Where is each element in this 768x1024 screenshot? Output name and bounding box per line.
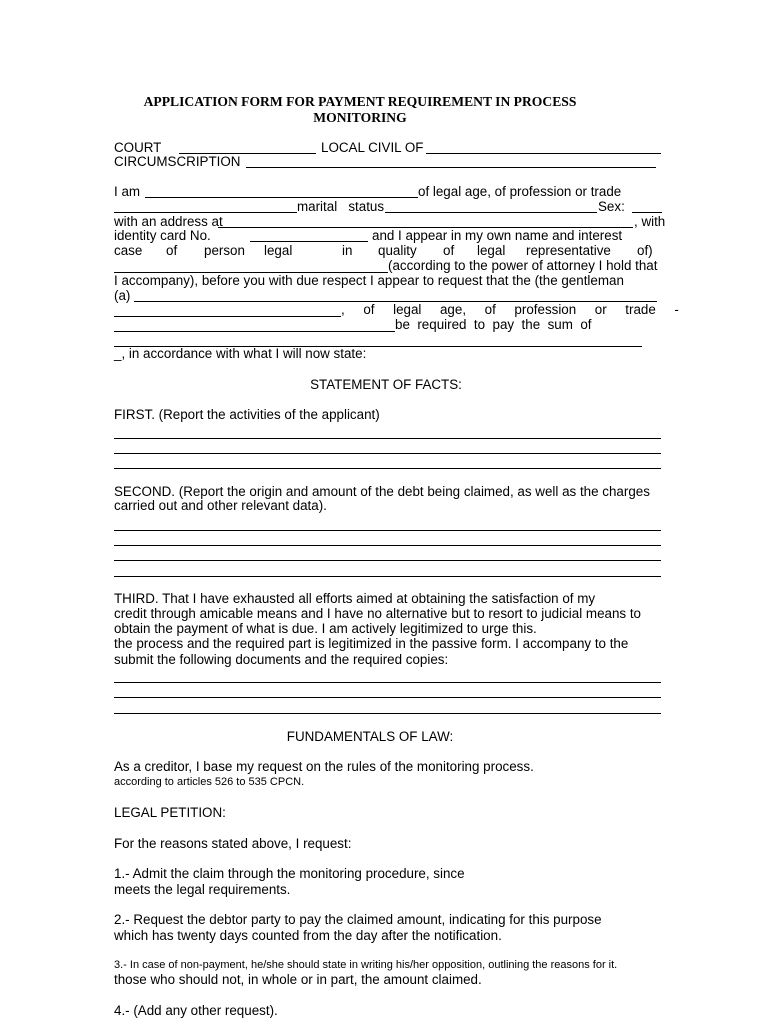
accompany-text: I accompany), before you with due respect I appear to request that the (the gentleman [114, 273, 624, 288]
second-line-2[interactable] [114, 545, 661, 546]
first-line-2[interactable] [114, 453, 661, 454]
debtor-field-2[interactable] [114, 316, 341, 317]
name-field[interactable] [145, 197, 418, 198]
petition-item3-b: those who should not, in whole or in part, the amount claimed. [114, 972, 482, 987]
form-title-line2: MONITORING [313, 110, 407, 125]
id-card-field[interactable] [250, 241, 368, 242]
debtor-profession-field[interactable] [114, 331, 395, 332]
legal-age-text: of legal age, of profession or trade [418, 184, 622, 199]
petition-intro: For the reasons stated above, I request: [114, 836, 352, 851]
third-text-3: obtain the payment of what is due. I am actively legitimized to urge this. [114, 621, 537, 636]
circumscription-label: CIRCUMSCRIPTION [114, 154, 241, 169]
third-text-4: the process and the required part is legitimized in the passive form. I accompany to the [114, 636, 629, 651]
appear-text: and I appear in my own name and interest [372, 228, 623, 243]
fundamentals-heading: FUNDAMENTALS OF LAW: [286, 729, 454, 744]
third-line-1[interactable] [114, 682, 661, 683]
profession-field[interactable] [114, 212, 297, 213]
quality-word: quality [378, 243, 417, 258]
first-line-1[interactable] [114, 438, 661, 439]
circumscription-field[interactable] [246, 167, 656, 168]
i-am-label: I am [114, 184, 141, 199]
petition-item2-a: 2.- Request the debtor party to pay the claimed amount, indicating for this purpose [114, 912, 602, 927]
required-pay-text: be required to pay the sum of [395, 317, 592, 332]
third-text-5: submit the following documents and the required copies: [114, 652, 449, 667]
third-line-3[interactable] [114, 713, 661, 714]
representative-word: representative [526, 243, 611, 258]
legal-petition-heading: LEGAL PETITION: [114, 805, 226, 820]
a-label: (a) [114, 288, 131, 303]
legal-word-2: legal [477, 243, 506, 258]
local-civil-label: LOCAL CIVIL OF [321, 140, 424, 155]
second-line-4[interactable] [114, 576, 661, 577]
law-text-2: according to articles 526 to 535 CPCN. [114, 776, 305, 788]
first-label: FIRST. (Report the activities of the applicant) [114, 407, 380, 422]
of-word-2: of [443, 243, 455, 258]
third-text-1: THIRD. That I have exhausted all efforts aimed at obtaining the satisfaction of my [114, 591, 596, 606]
third-line-2[interactable] [114, 697, 661, 698]
with-text: , with [634, 214, 666, 229]
statement-of-facts-heading: STATEMENT OF FACTS: [310, 377, 462, 392]
legal-age-text-2: , of legal age, of profession or trade - [341, 302, 679, 317]
petition-item1-b: meets the legal requirements. [114, 882, 291, 897]
sex-field[interactable] [632, 212, 662, 213]
legal-word: legal [264, 243, 293, 258]
second-line-1[interactable] [114, 530, 661, 531]
second-label-2: carried out and other relevant data). [114, 498, 327, 513]
power-of-attorney-text: (according to the power of attorney I hold that [388, 258, 658, 273]
petition-item3-a: 3.- In case of non-payment, he/she should state in writing his/her opposition, outlining the reasons for it. [114, 959, 618, 971]
petition-item1-a: 1.- Admit the claim through the monitoring procedure, since [114, 866, 465, 881]
petition-item2-b: which has twenty days counted from the day after the notification. [114, 928, 502, 943]
second-label-1: SECOND. (Report the origin and amount of the debt being claimed, as well as the charges [114, 484, 650, 499]
id-card-label: identity card No. [114, 228, 211, 243]
petition-item4: 4.- (Add any other request). [114, 1003, 278, 1018]
third-text-2: credit through amicable means and I have no alternative but to resort to judicial means to [114, 606, 641, 621]
of-word: of [166, 243, 178, 258]
of-paren-word: of) [637, 243, 653, 258]
marital-status-field[interactable] [385, 212, 597, 213]
in-word: in [342, 243, 353, 258]
person-word: person [204, 243, 245, 258]
form-title-line1: APPLICATION FORM FOR PAYMENT REQUIREMENT IN PROCESS [143, 94, 577, 109]
local-civil-field[interactable] [426, 153, 661, 154]
marital-status-label: marital status [297, 199, 385, 214]
accordance-text: _, in accordance with what I will now state: [114, 346, 367, 361]
first-line-3[interactable] [114, 468, 661, 469]
law-text-1: As a creditor, I base my request on the rules of the monitoring process. [114, 759, 534, 774]
court-label: COURT [114, 140, 162, 155]
second-line-3[interactable] [114, 560, 661, 561]
sex-label: Sex: [598, 199, 625, 214]
case-word: case [114, 243, 143, 258]
address-label: with an address at [114, 214, 223, 229]
